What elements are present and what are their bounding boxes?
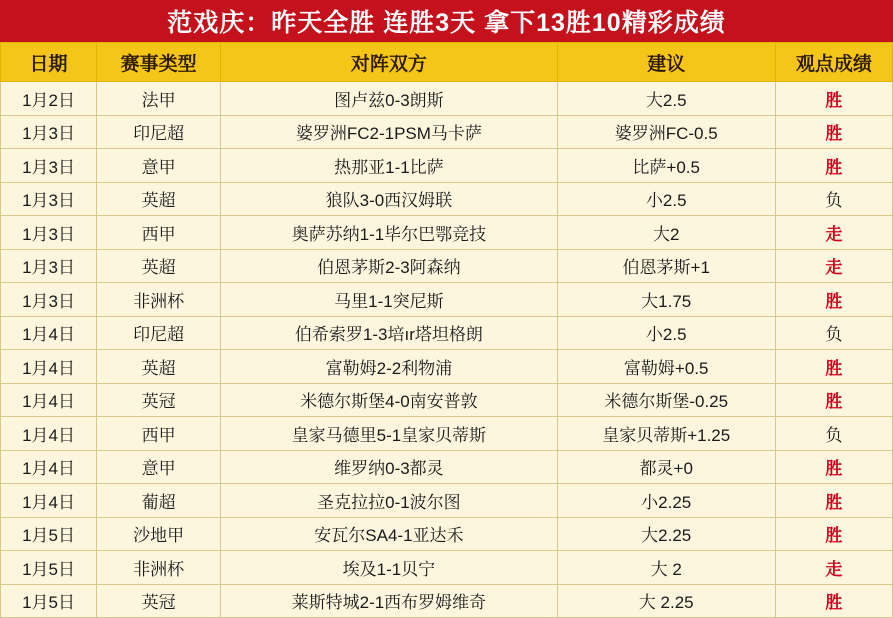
- status-badge: 胜: [775, 450, 892, 484]
- table-row: [1, 551, 893, 585]
- status-badge: 胜: [775, 584, 892, 618]
- table-row: [1, 182, 893, 216]
- cell-type: 英超: [97, 182, 221, 216]
- cell-date: 1月5日: [1, 551, 97, 585]
- cell-match: 圣克拉拉0-1波尔图: [221, 484, 557, 518]
- cell-match: 图卢兹0-3朗斯: [221, 82, 557, 116]
- cell-advice: 小2.5: [557, 316, 775, 350]
- table-row: [1, 149, 893, 183]
- cell-date: 1月4日: [1, 450, 97, 484]
- cell-advice: 比萨+0.5: [557, 149, 775, 183]
- status-badge: 胜: [775, 149, 892, 183]
- column-header-date: 日期: [1, 43, 97, 82]
- cell-match: 伯希索罗1-3培ır塔坦格朗: [221, 316, 557, 350]
- cell-advice: 伯恩茅斯+1: [557, 249, 775, 283]
- cell-date: 1月5日: [1, 517, 97, 551]
- cell-type: 印尼超: [97, 115, 221, 149]
- cell-type: 西甲: [97, 417, 221, 451]
- table-row: [1, 450, 893, 484]
- cell-type: 英超: [97, 350, 221, 384]
- cell-match: 维罗纳0-3都灵: [221, 450, 557, 484]
- column-header-advice: 建议: [557, 43, 775, 82]
- table-row: [1, 517, 893, 551]
- status-badge: 胜: [775, 517, 892, 551]
- cell-type: 非洲杯: [97, 283, 221, 317]
- cell-date: 1月4日: [1, 316, 97, 350]
- cell-match: 狼队3-0西汉姆联: [221, 182, 557, 216]
- cell-advice: 大2.25: [557, 517, 775, 551]
- status-badge: 负: [775, 417, 892, 451]
- cell-date: 1月3日: [1, 216, 97, 250]
- cell-advice: 富勒姆+0.5: [557, 350, 775, 384]
- status-badge: 胜: [775, 82, 892, 116]
- status-badge: 胜: [775, 383, 892, 417]
- cell-advice: 都灵+0: [557, 450, 775, 484]
- cell-match: 婆罗洲FC2-1PSM马卡萨: [221, 115, 557, 149]
- status-badge: 胜: [775, 350, 892, 384]
- cell-advice: 大 2.25: [557, 584, 775, 618]
- cell-type: 英冠: [97, 584, 221, 618]
- table-row: [1, 216, 893, 250]
- cell-type: 意甲: [97, 149, 221, 183]
- cell-date: 1月2日: [1, 82, 97, 116]
- table-body: [1, 82, 893, 618]
- column-header-type: 赛事类型: [97, 43, 221, 82]
- table-row: [1, 316, 893, 350]
- cell-type: 葡超: [97, 484, 221, 518]
- column-header-result: 观点成绩: [775, 43, 892, 82]
- cell-type: 英超: [97, 249, 221, 283]
- table-row: [1, 82, 893, 116]
- cell-type: 西甲: [97, 216, 221, 250]
- page-title: 范戏庆：昨天全胜 连胜3天 拿下13胜10精彩成绩: [0, 0, 893, 42]
- cell-advice: 小2.25: [557, 484, 775, 518]
- cell-match: 热那亚1-1比萨: [221, 149, 557, 183]
- cell-type: 印尼超: [97, 316, 221, 350]
- cell-advice: 大2.5: [557, 82, 775, 116]
- table-row: [1, 283, 893, 317]
- table-row: [1, 350, 893, 384]
- cell-match: 安瓦尔SA4-1亚达禾: [221, 517, 557, 551]
- cell-match: 皇家马德里5-1皇家贝蒂斯: [221, 417, 557, 451]
- status-badge: 胜: [775, 283, 892, 317]
- cell-date: 1月4日: [1, 350, 97, 384]
- table-row: [1, 584, 893, 618]
- cell-type: 意甲: [97, 450, 221, 484]
- cell-date: 1月3日: [1, 149, 97, 183]
- cell-match: 莱斯特城2-1西布罗姆维奇: [221, 584, 557, 618]
- cell-match: 奥萨苏纳1-1毕尔巴鄂竞技: [221, 216, 557, 250]
- cell-date: 1月4日: [1, 383, 97, 417]
- cell-advice: 大 2: [557, 551, 775, 585]
- status-badge: 负: [775, 182, 892, 216]
- cell-type: 法甲: [97, 82, 221, 116]
- status-badge: 走: [775, 249, 892, 283]
- table-row: [1, 115, 893, 149]
- cell-advice: 小2.5: [557, 182, 775, 216]
- table-header-row: [1, 43, 893, 82]
- status-badge: 走: [775, 551, 892, 585]
- cell-advice: 米德尔斯堡-0.25: [557, 383, 775, 417]
- cell-match: 富勒姆2-2利物浦: [221, 350, 557, 384]
- cell-advice: 皇家贝蒂斯+1.25: [557, 417, 775, 451]
- cell-advice: 大1.75: [557, 283, 775, 317]
- cell-type: 非洲杯: [97, 551, 221, 585]
- cell-type: 英冠: [97, 383, 221, 417]
- cell-match: 米德尔斯堡4-0南安普敦: [221, 383, 557, 417]
- status-badge: 走: [775, 216, 892, 250]
- status-badge: 负: [775, 316, 892, 350]
- status-badge: 胜: [775, 484, 892, 518]
- cell-date: 1月4日: [1, 417, 97, 451]
- cell-match: 埃及1-1贝宁: [221, 551, 557, 585]
- table-row: [1, 383, 893, 417]
- cell-date: 1月3日: [1, 283, 97, 317]
- table-row: [1, 484, 893, 518]
- cell-match: 伯恩茅斯2-3阿森纳: [221, 249, 557, 283]
- predictions-table: [0, 42, 893, 618]
- cell-type: 沙地甲: [97, 517, 221, 551]
- table-row: [1, 249, 893, 283]
- column-header-match: 对阵双方: [221, 43, 557, 82]
- cell-advice: 婆罗洲FC-0.5: [557, 115, 775, 149]
- cell-match: 马里1-1突尼斯: [221, 283, 557, 317]
- cell-date: 1月4日: [1, 484, 97, 518]
- table-row: [1, 417, 893, 451]
- cell-date: 1月5日: [1, 584, 97, 618]
- cell-date: 1月3日: [1, 115, 97, 149]
- cell-date: 1月3日: [1, 249, 97, 283]
- cell-date: 1月3日: [1, 182, 97, 216]
- cell-advice: 大2: [557, 216, 775, 250]
- status-badge: 胜: [775, 115, 892, 149]
